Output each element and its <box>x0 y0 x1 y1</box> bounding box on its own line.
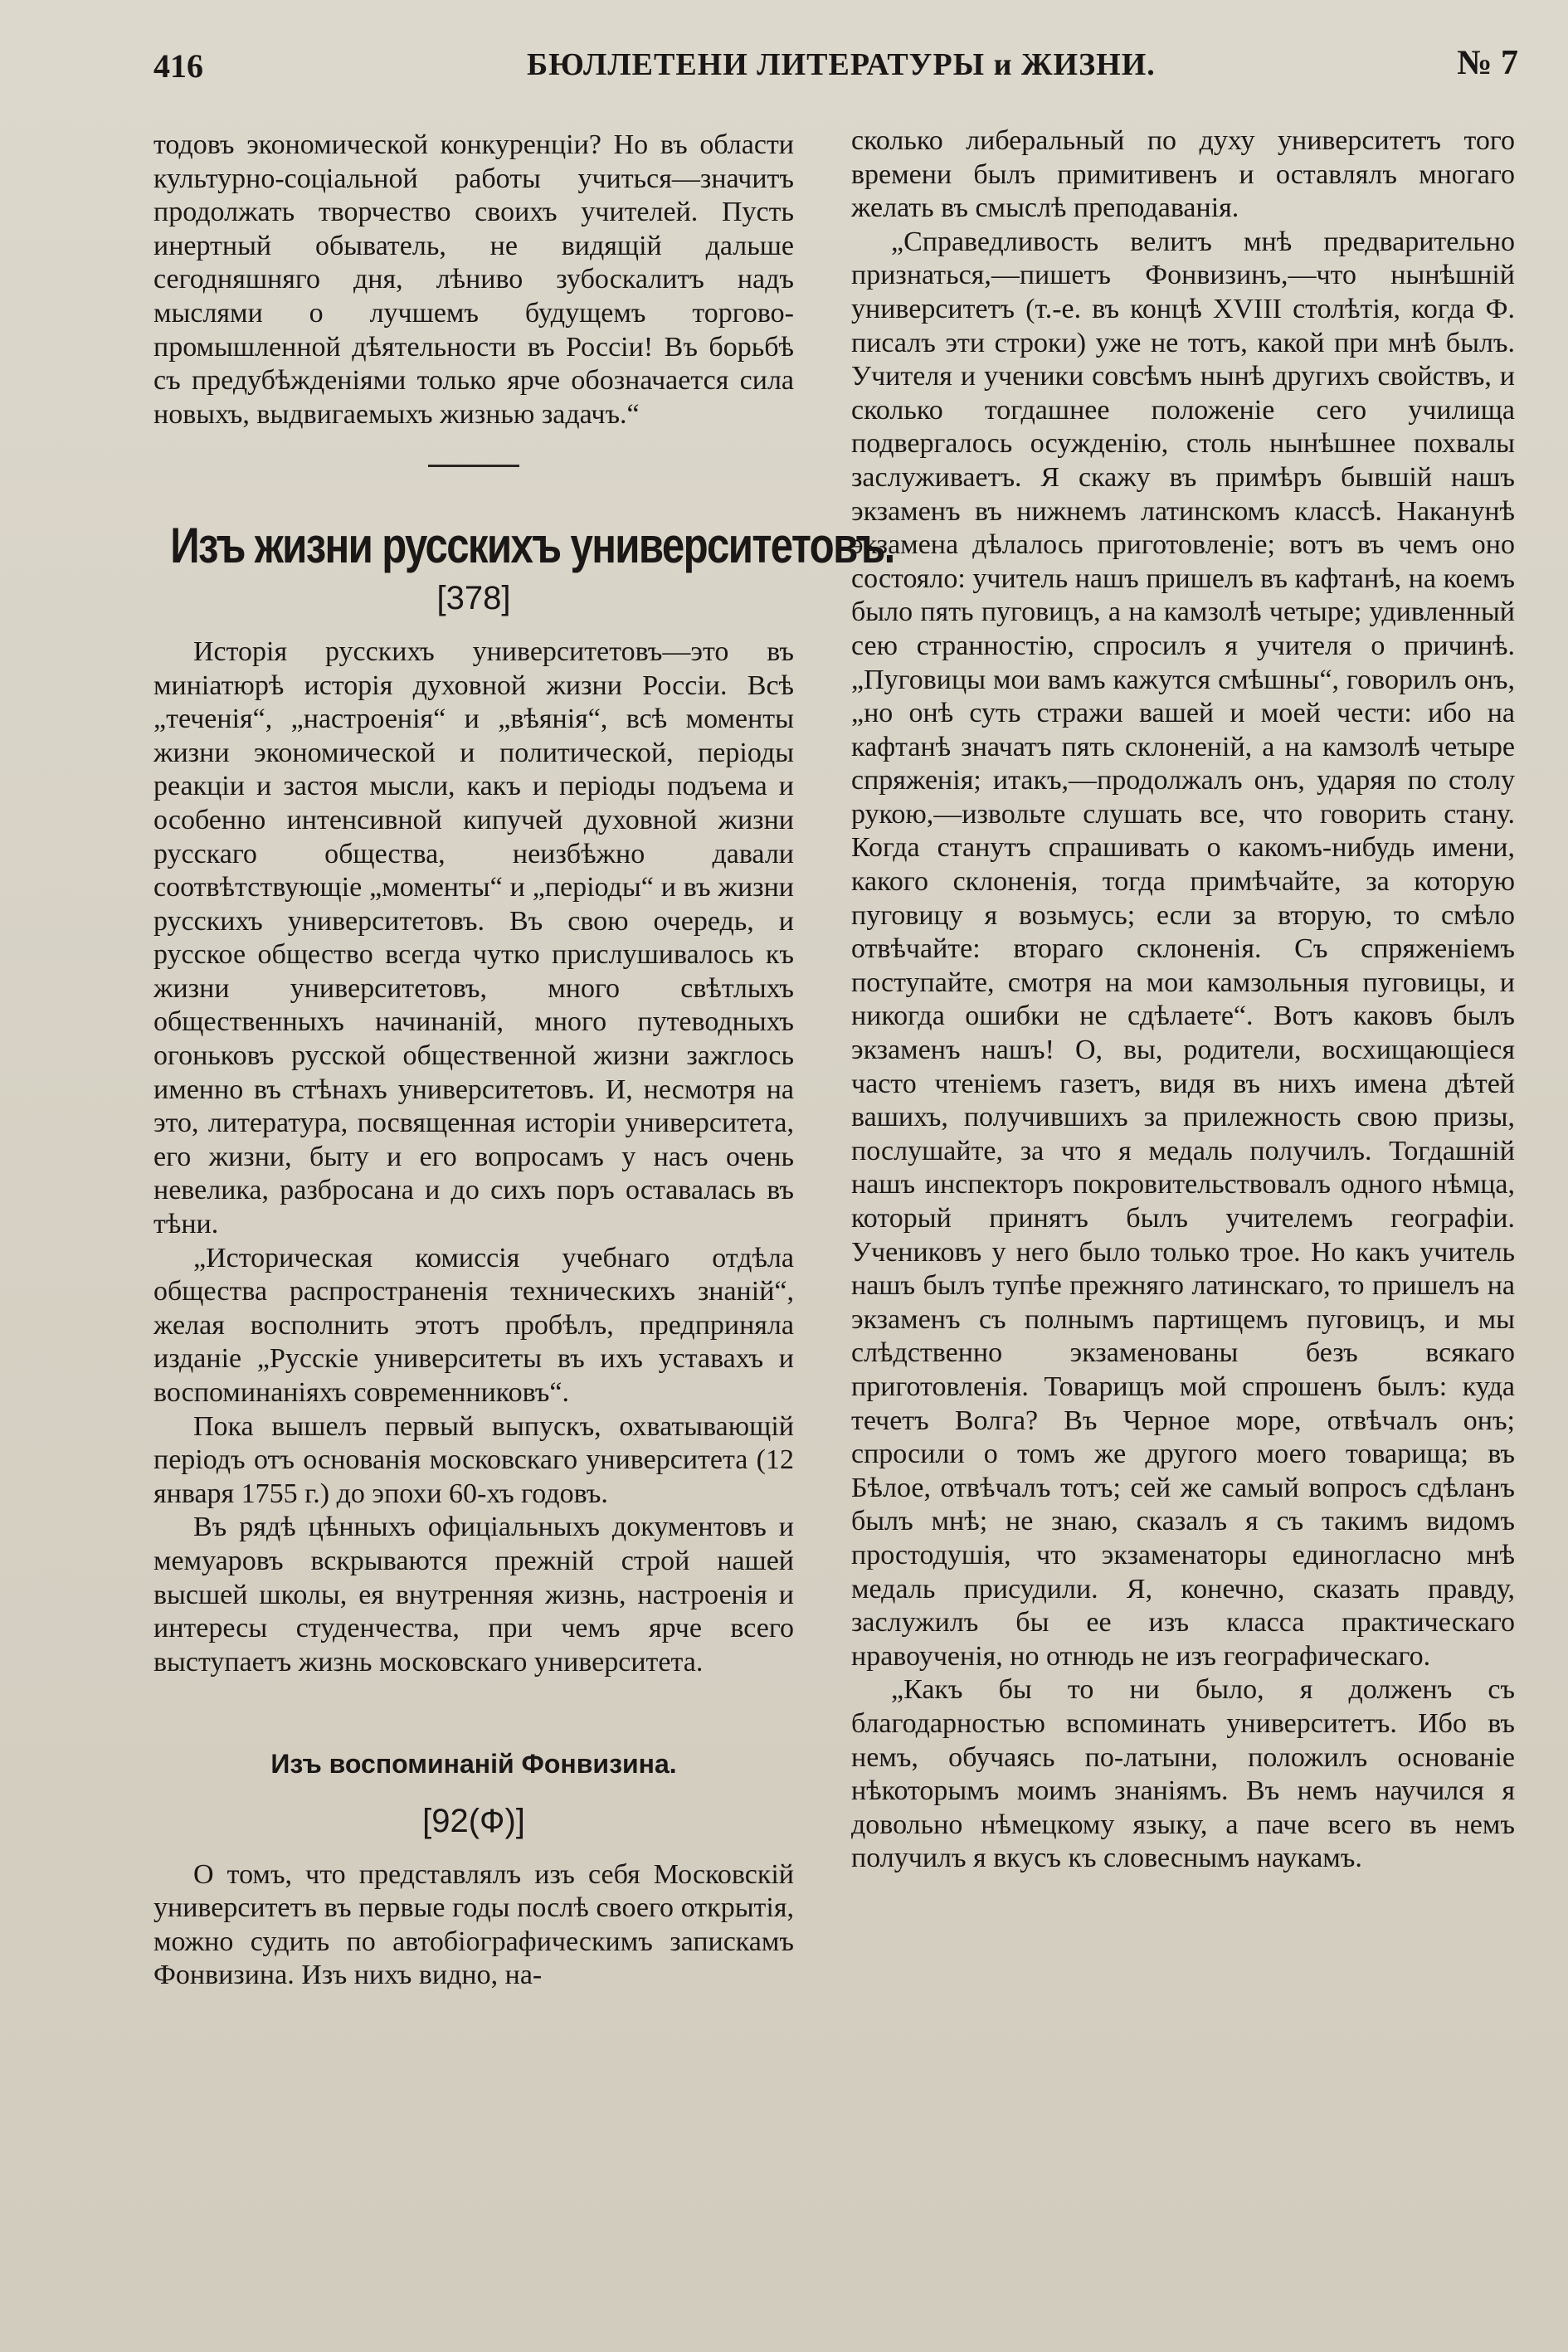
subsection-title: Изъ воспоминаній Фонвизина. <box>270 1749 677 1780</box>
section-title: Изъ жизни русскихъ университетовъ. <box>170 518 894 574</box>
body-paragraph: Въ рядѣ цѣнныхъ офиціальныхъ документовъ и мемуаровъ вскрываются прежній строй нашей высшей школы, ея внутренняя жизнь, настроенія и интересы студенчества, при чемъ ярче всего выступаетъ жизнь московскаго университета. <box>153 1512 794 1678</box>
section-divider <box>428 465 519 467</box>
body-paragraph: Пока вышелъ первый выпускъ, охватывающій періодъ отъ основанія московскаго университета (12 января 1755 г.) до эпохи 60-хъ годовъ. <box>153 1410 794 1509</box>
page-number: 416 <box>153 47 203 85</box>
body-paragraph: „Историческая комиссія учебнаго отдѣла общества распространенія техническихъ знаній“, желая восполнить этотъ пробѣлъ, предприняла изданіе „Русскіе университеты въ ихъ уставахъ и воспоминаніяхъ современниковъ“. <box>153 1242 794 1408</box>
journal-title: БЮЛЛЕТЕНИ ЛИТЕРАТУРЫ и ЖИЗНИ. <box>527 47 1156 82</box>
right-column <box>851 124 1515 1876</box>
body-paragraph: „Какъ бы то ни было, я долженъ съ благодарностью вспоминать университетъ. Ибо въ немъ, обучаясь по-латыни, положилъ основаніе нѣкоторымъ моимъ знаніямъ. Въ немъ научился я довольно нѣмецкому языку, а паче всего въ немъ получилъ я вкусъ къ словеснымъ наукамъ. <box>851 1674 1515 1874</box>
issue-number: № 7 <box>1457 44 1518 82</box>
body-paragraph: „Справедливость велитъ мнѣ предварительно признаться,—пишетъ Фонвизинъ,—что нынѣшній университетъ (т.-е. въ концѣ XVIII столѣтія, когда Ф. писалъ эти строки) уже не тотъ, какой при мнѣ былъ. Учителя и ученики совсѣмъ нынѣ другихъ свойствъ, и сколько тогдашнее положеніе сего училища подвергалось осужденію, столь нынѣшнее похвалы заслуживаетъ. Я скажу въ примѣръ бывшій нашъ экзаменъ въ нижнемъ латинскомъ классѣ. Наканунѣ экзамена дѣлалось приготовленіе; вотъ въ чемъ оно состояло: учитель нашъ пришелъ въ кафтанѣ, на коемъ было пять пуговицъ, а на камзолѣ четыре; удивленный сею странностію, спросилъ я учителя о причинѣ. „Пуговицы мои вамъ кажутся смѣшны“, говорилъ онъ, „но онѣ суть стражи вашей и моей чести: ибо на кафтанѣ значатъ пять склоненій, а на камзолѣ четыре спряженія; итакъ,—продолжалъ онъ, ударяя по столу рукою,—извольте слушать все, что говорить стану. Когда станутъ спрашивать о какомъ-нибудь имени, какого склоненія, тогда примѣчайте, за которую пуговицу я возьмусь; если за вторую, то смѣло отвѣчайте: втораго склоненія. Съ спряженіемъ поступайте, смотря на мои камзольныя пуговицы, и никогда ошибки не сдѣлаете“. Вотъ каковъ былъ экзаменъ нашъ! О, вы, родители, восхищающіеся часто чтеніемъ газетъ, видя въ нихъ имена дѣтей вашихъ, получившихъ за прилежность свою призы, послушайте, за что я медаль получилъ. Тогдашній нашъ инспекторъ покровительствовалъ одного нѣмца, который принятъ былъ учителемъ географіи. Учениковъ у него было только трое. Но какъ учитель нашъ былъ тупѣе прежняго латинскаго, то пришелъ на экзаменъ съ полнымъ партищемъ пуговицъ, и мы слѣдственно экзаменованы безъ всякаго приготовленія. Товарищъ мой спрошенъ былъ: куда течетъ Волга? Въ Черное море, отвѣчалъ онъ; спросили о томъ же другого моего товарища; въ Бѣлое, отвѣчалъ тотъ; сей же самый вопросъ сдѣланъ былъ мнѣ; не знаю, сказалъ я съ такимъ видомъ простодушія, что экзаменаторы единогласно мнѣ медаль присудили. Я, конечно, сказать правду, заслужилъ бы ее изъ класса практическаго нравоученія, но отнюдь не изъ географическаго. <box>851 226 1515 1672</box>
intro-paragraph: тодовъ экономической конкуренціи? Но въ области культурно-соціальной работы учиться—значитъ продолжать творчество своихъ учителей. Пусть инертный обыватель, не видящій дальше сегодняшняго дня, лѣниво зубоскалитъ надъ мыслями о лучшемъ будущемъ торгово-промышленной дѣятельности въ Россіи! Въ борьбѣ съ предубѣжденіями только ярче обозначается сила новыхъ, выдвигаемыхъ жизнью задачъ.“ <box>153 129 794 430</box>
body-paragraph: Исторія русскихъ университетовъ—это въ миніатюрѣ исторія духовной жизни Россіи. Всѣ „теченія“, „настроенія“ и „вѣянія“, всѣ моменты жизни экономической и политической, періоды реакціи и застоя мысли, какъ и періоды подъема и особенно интенсивной кипучей духовной жизни русскаго общества, неизбѣжно давали соотвѣтствующіе „моменты“ и „періоды“ и въ жизни русскихъ университетовъ. Въ свою очередь, и русское общество всегда чутко прислушивалось къ жизни университетовъ, много свѣтлыхъ общественныхъ начинаній, много путеводныхъ огоньковъ русской общественной жизни зажглось именно въ стѣнахъ университетовъ. И, несмотря на это, литература, посвященная исторіи университета, его жизни, быту и его вопросамъ у насъ очень невелика, разбросана и до сихъ поръ оставалась въ тѣни. <box>153 635 794 1240</box>
body-paragraph: сколько либеральный по духу университетъ того времени былъ примитивенъ и оставлялъ многаго желать въ смыслѣ преподаванія. <box>851 125 1515 224</box>
running-head <box>153 40 1518 98</box>
left-column <box>153 129 894 1993</box>
subsection-ref: [92(Ф)] <box>422 1802 525 1839</box>
section-ref: [378] <box>436 580 511 617</box>
body-paragraph: О томъ, что представлялъ изъ себя Московскій университетъ въ первые годы послѣ своего открытія, можно судить по автобіографическимъ запискамъ Фонвизина. Изъ нихъ видно, на- <box>153 1858 794 1991</box>
